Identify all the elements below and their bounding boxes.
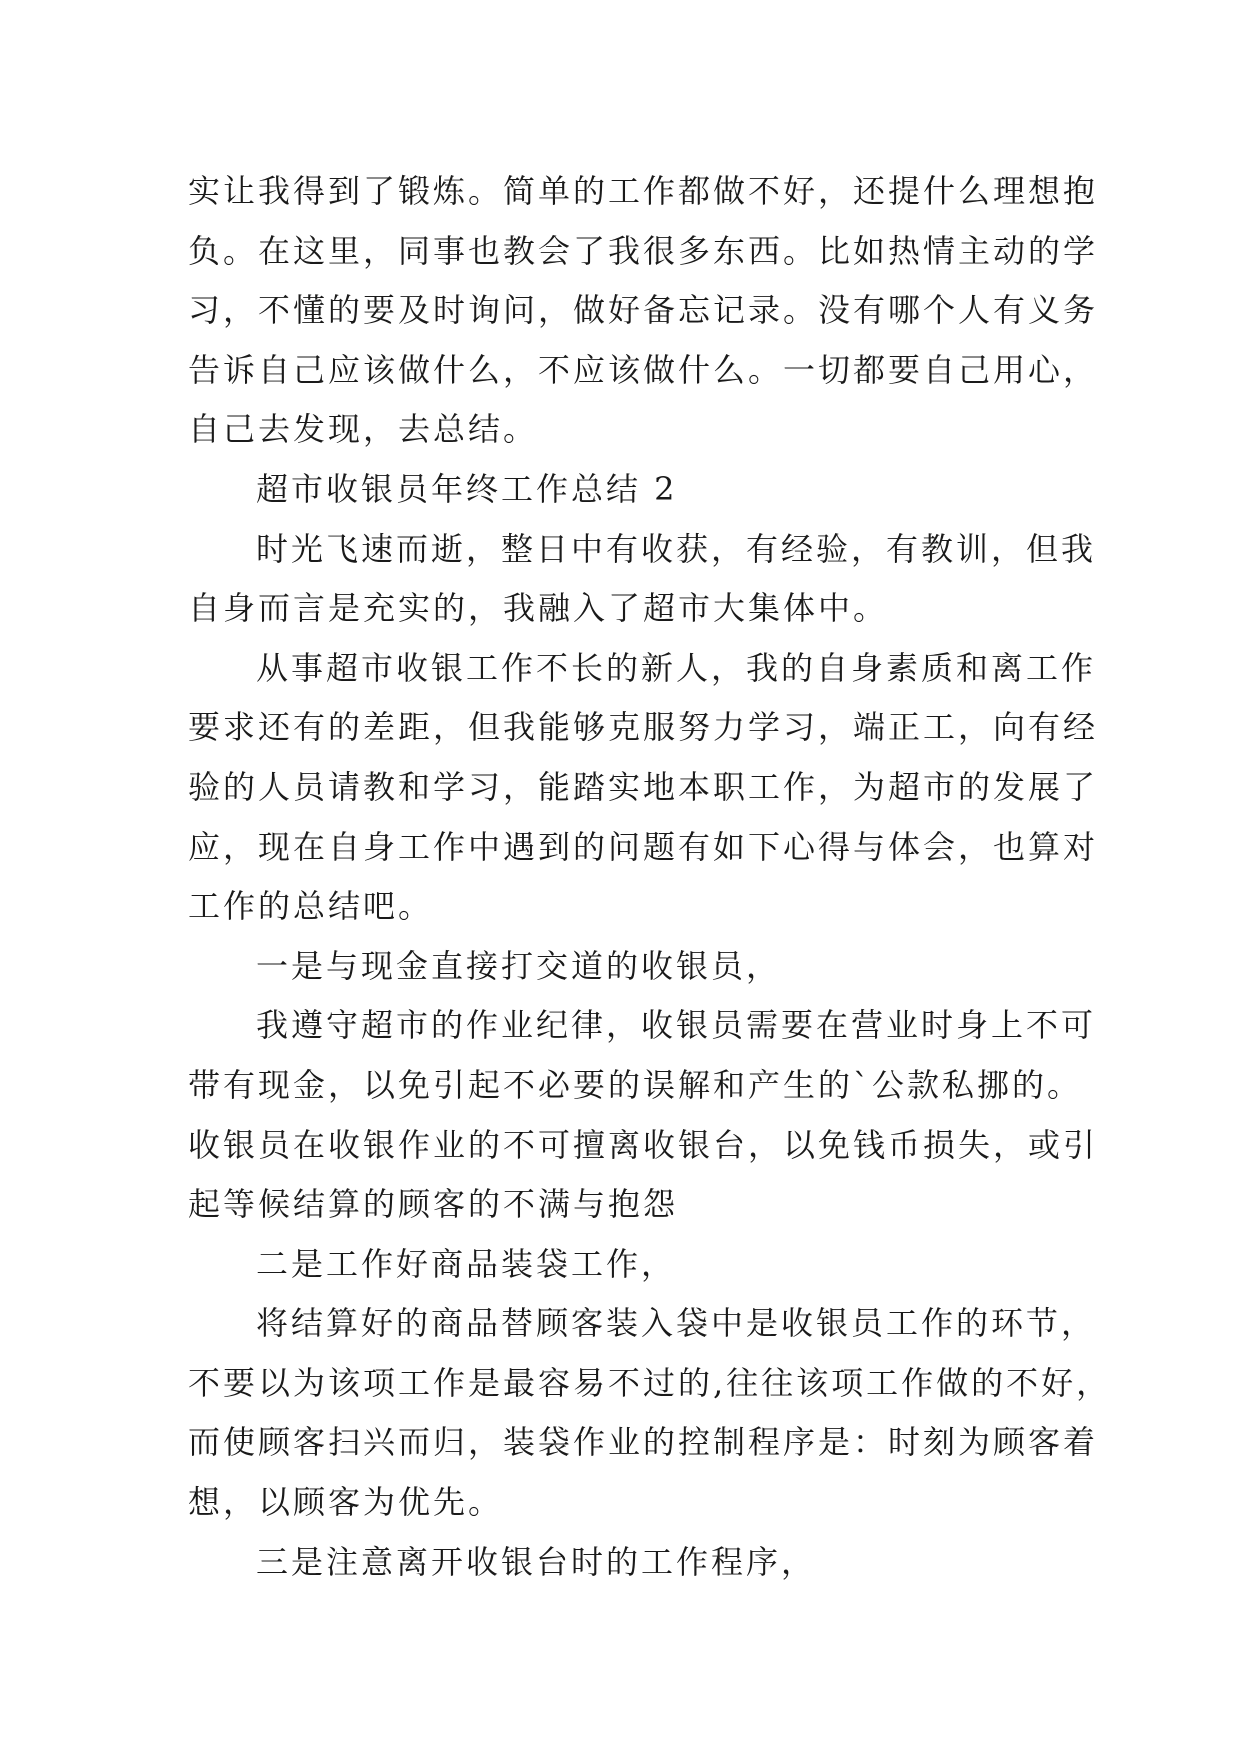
- text-line: 负。在这里，同事也教会了我很多东西。比如热情主动的学: [188, 231, 1099, 270]
- text-line: 我遵守超市的作业纪律，收银员需要在营业时身上不可: [256, 1006, 1097, 1045]
- text-line: 起等候结算的顾客的不满与抱怨: [188, 1185, 679, 1224]
- text-line: 从事超市收银工作不长的新人，我的自身素质和离工作: [256, 648, 1097, 687]
- document-body: [188, 162, 1112, 1592]
- text-line: 一是与现金直接打交道的收银员，: [256, 946, 782, 985]
- text-line: 收银员在收银作业的不可擅离收银台，以免钱币损失，或引: [188, 1125, 1099, 1164]
- text-line: 二是工作好商品装袋工作，: [256, 1244, 677, 1283]
- text-line: 时光飞速而逝，整日中有收获，有经验，有教训，但我: [256, 529, 1097, 568]
- text-line: 想，以顾客为优先。: [188, 1483, 504, 1522]
- text-line: 三是注意离开收银台时的工作程序，: [256, 1542, 817, 1581]
- text-line: 要求还有的差距，但我能够克服努力学习，端正工，向有经: [188, 708, 1099, 747]
- text-line: 自身而言是充实的，我融入了超市大集体中。: [188, 589, 889, 628]
- text-line: 自己去发现，去总结。: [188, 410, 539, 449]
- text-line: 验的人员请教和学习，能踏实地本职工作，为超市的发展了: [188, 767, 1099, 806]
- text-line: 实让我得到了锻炼。简单的工作都做不好，还提什么理想抱: [188, 172, 1099, 210]
- text-line: 带有现金，以免引起不必要的误解和产生的`公款私挪的。: [188, 1065, 1083, 1104]
- text-line: 而使顾客扫兴而归，装袋作业的控制程序是：时刻为顾客着: [188, 1423, 1099, 1462]
- text-line: 将结算好的商品替顾客装入袋中是收银员工作的环节，: [256, 1304, 1097, 1343]
- text-line: 习，不懂的要及时询问，做好备忘记录。没有哪个人有义务: [188, 291, 1099, 330]
- text-line: 不要以为该项工作是最容易不过的,往往该项工作做的不好，: [188, 1363, 1112, 1402]
- section-heading: 超市收银员年终工作总结 2: [256, 469, 678, 508]
- text-line: 应，现在自身工作中遇到的问题有如下心得与体会，也算对: [188, 827, 1099, 866]
- text-line: 告诉自己应该做什么，不应该做什么。一切都要自己用心，: [188, 350, 1099, 389]
- text-line: 工作的总结吧。: [188, 887, 434, 926]
